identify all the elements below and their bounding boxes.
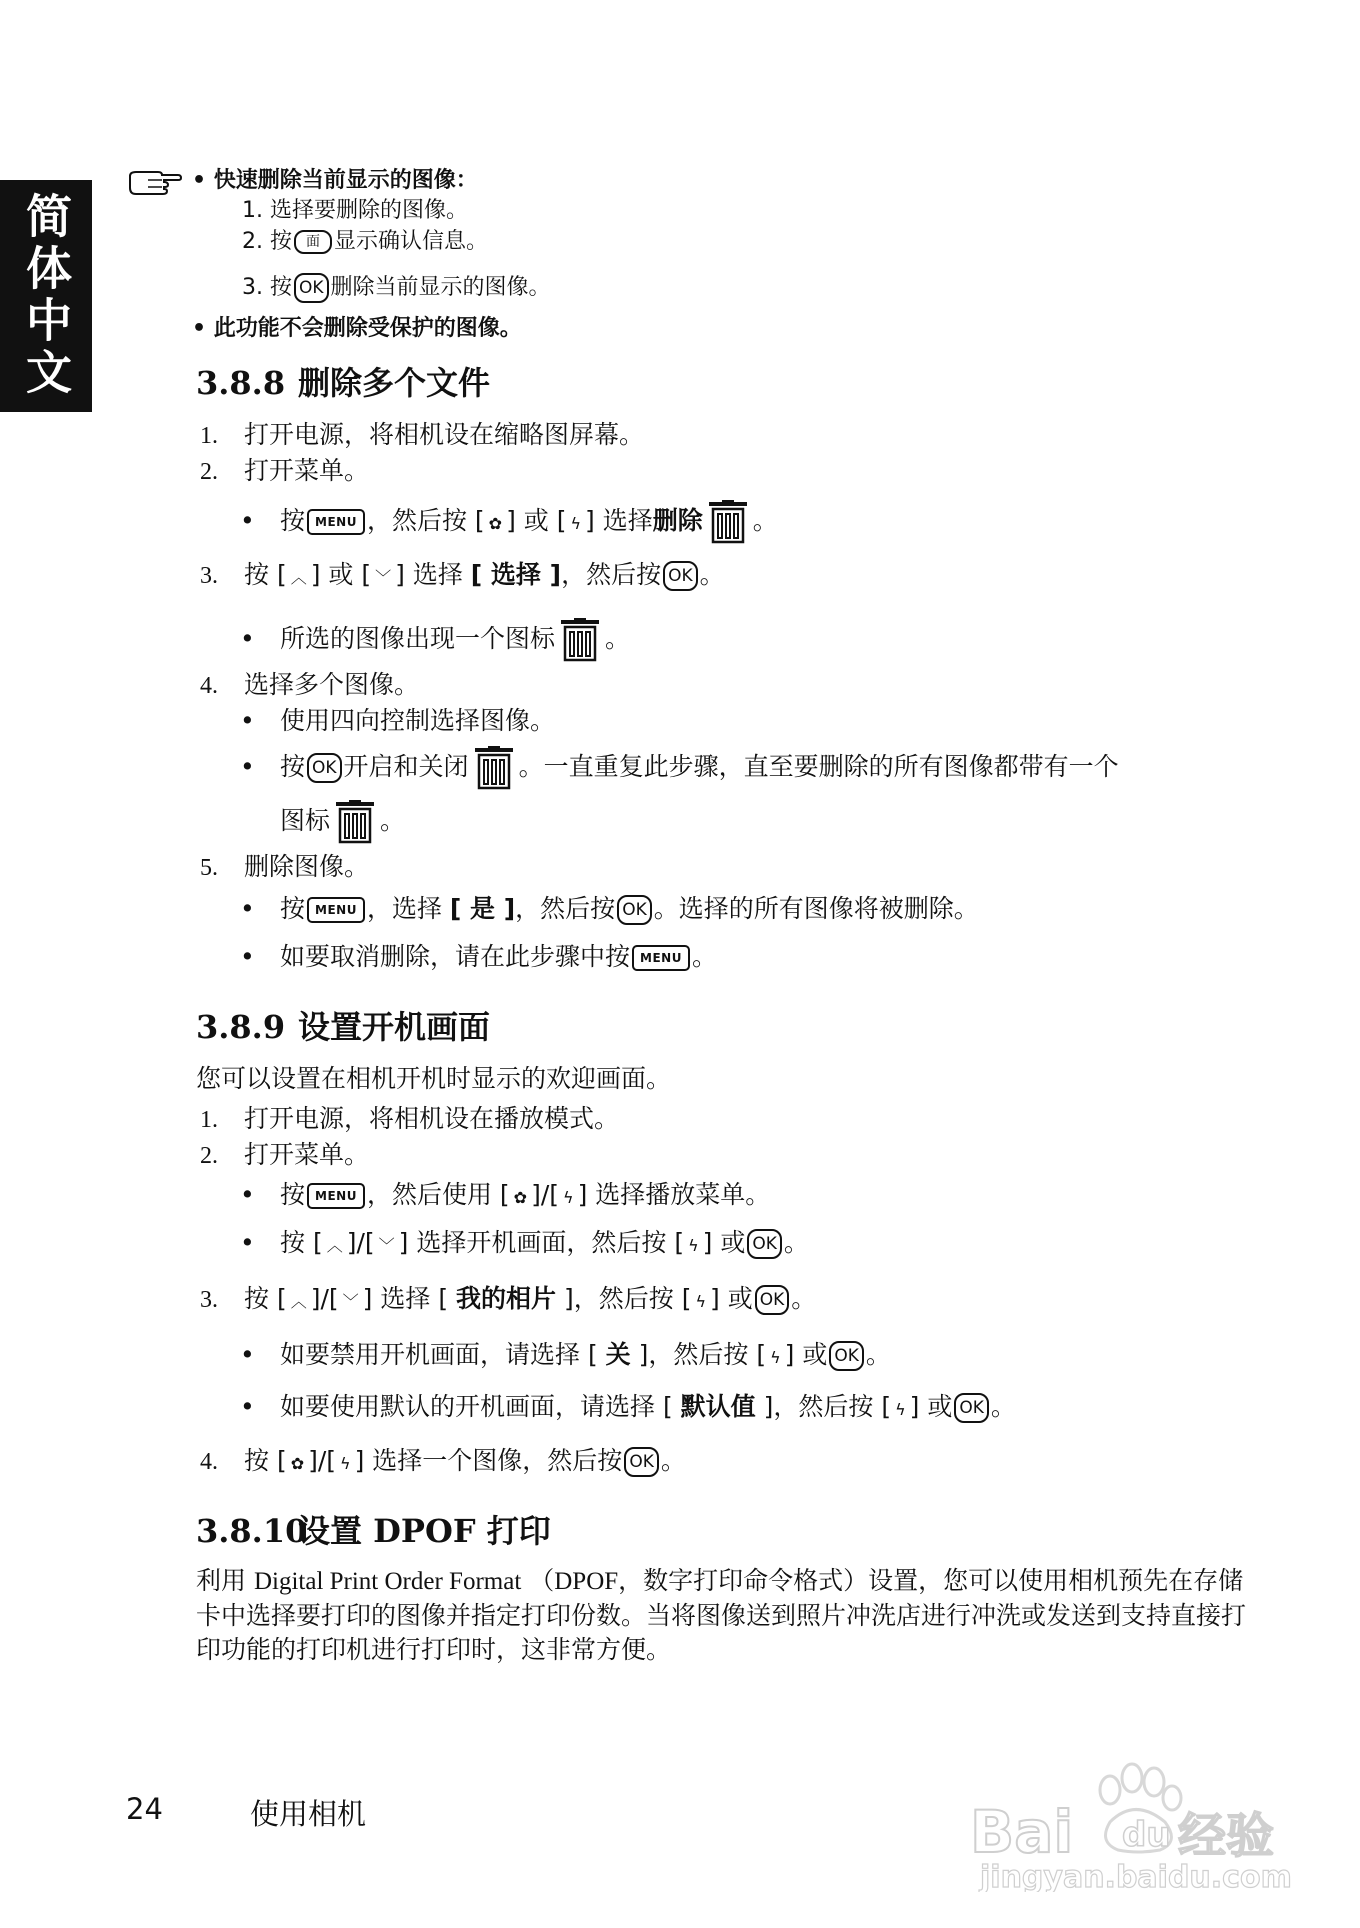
note-title: • 快速删除当前显示的图像： [192, 168, 478, 193]
text: 所选的图像出现一个图标 [280, 624, 556, 653]
text: 按 [280, 894, 306, 923]
list-text: 打开菜单。 [244, 1140, 370, 1169]
text: （ [521, 1566, 555, 1595]
text: 按 [280, 506, 306, 535]
text: 按 [ [280, 1228, 323, 1257]
baidu-watermark-logo [960, 1742, 1300, 1892]
section-number: 3.8.8 [196, 364, 286, 402]
ok-button-icon: OK [663, 561, 698, 591]
text: ]/[ [346, 1228, 375, 1257]
ok-button-icon: OK [755, 1285, 790, 1315]
text: 按 [280, 752, 306, 781]
section-heading-389 [196, 1002, 490, 1048]
text: 按 [ [244, 560, 287, 589]
text: ，然后按 [ [366, 506, 485, 535]
macro-icon: ✿ [513, 1188, 528, 1207]
up-arrow-icon: ︿ [290, 568, 307, 587]
macro-icon: ✿ [290, 1454, 305, 1473]
bold-text: 默认值 [680, 1392, 756, 1421]
text: 。 [691, 942, 717, 971]
up-arrow-icon: ︿ [290, 1292, 307, 1311]
latin-text: DPOF [554, 1568, 619, 1595]
text: 如要取消删除，请在此步骤中按 [280, 942, 631, 971]
svg-text:du: du [1122, 1815, 1171, 1855]
list-item [200, 850, 369, 885]
text: 按 [ [244, 1284, 287, 1313]
text: 。 [660, 1446, 686, 1475]
section-title-end: 打印 [475, 1512, 551, 1550]
text: 。 [605, 624, 631, 653]
ok-button-icon: OK [617, 895, 652, 925]
bullet-item: • 按 [ ︿ ]/[ ﹀ ] 选择开机画面，然后按 [ ϟ ] 或 OK 。 [240, 1226, 809, 1263]
trash-icon [707, 500, 749, 544]
bullet-item: • 如要使用默认的开机画面，请选择 [ 默认值 ]，然后按 [ ϟ ] 或 OK 。 [240, 1390, 1016, 1427]
footer-section: 使用相机 [250, 1797, 367, 1831]
list-number: 3. [200, 563, 218, 589]
flash-icon: ϟ [563, 1188, 574, 1207]
menu-button-icon: MENU [632, 945, 690, 971]
text: ，然后按 [515, 894, 616, 923]
list-number: 5. [200, 855, 218, 881]
list-item [200, 1282, 816, 1319]
list-text: 删除图像。 [244, 852, 370, 881]
section-intro: 您可以设置在相机开机时显示的欢迎画面。 [196, 1064, 672, 1093]
bullet-item: • 使用四向控制选择图像。 [240, 706, 556, 735]
list-text: 选择多个图像。 [244, 670, 420, 699]
page-number: 24 [126, 1792, 163, 1826]
text: 如要禁用开机画面，请选择 [ [280, 1340, 606, 1369]
text: 按 [280, 1180, 306, 1209]
bullet-item: • 按 MENU ，选择 [ 是 ]，然后按 OK 。选择的所有图像将被删除。 [240, 894, 979, 923]
note-step-1: 1. 选择要删除的图像。 [242, 198, 468, 223]
text: ]，然后按 [ [556, 1284, 692, 1313]
text: ] 选择开机画面，然后按 [ [398, 1228, 685, 1257]
trash-icon [473, 746, 515, 790]
list-item [200, 1138, 369, 1173]
text: ]/[ [310, 1284, 339, 1313]
bullet-item: • 如要取消删除，请在此步骤中按 MENU 。 [240, 942, 717, 971]
flash-icon: ϟ [570, 514, 582, 533]
note-step-3-post: 删除当前显示的图像。 [330, 275, 551, 300]
list-text: 打开电源，将相机设在播放模式。 [244, 1104, 620, 1133]
text: 使用四向控制选择图像。 [280, 706, 556, 735]
section-title: 设置 [298, 1512, 374, 1550]
list-item [200, 1444, 686, 1481]
ok-button-icon: OK [294, 273, 329, 303]
list-number: 3. [200, 1287, 218, 1313]
text: 如要使用默认的开机画面，请选择 [ [280, 1392, 681, 1421]
bold-text: 关 [605, 1340, 631, 1369]
list-text: 打开电源，将相机设在缩略图屏幕。 [244, 420, 645, 449]
text: ] 选择 [395, 560, 471, 589]
menu-button-icon: MENU [307, 897, 365, 923]
text: 。 [752, 506, 778, 535]
text: ，然后使用 [ [366, 1180, 510, 1209]
flash-icon: ϟ [688, 1236, 699, 1255]
list-number: 4. [200, 673, 218, 699]
text: 。 [791, 1284, 817, 1313]
text: ]/[ [531, 1180, 559, 1209]
list-number: 4. [200, 1449, 218, 1475]
list-text: 打开菜单。 [244, 456, 370, 485]
flash-icon: ϟ [340, 1454, 351, 1473]
ok-button-icon: OK [624, 1447, 659, 1477]
text: ，选择 [366, 894, 450, 923]
bullet-item: • 按 MENU ，然后使用 [ ✿ ]/[ ϟ ] 选择播放菜单。 [240, 1178, 770, 1215]
section-heading-388 [196, 358, 490, 404]
section-title: 删除多个文件 [298, 364, 491, 402]
text: ，数字打印命令格式）设置，您可以使用相机预先在存储卡中选择要打印的图像并指定打印份数。当将图像送到照片冲洗店进行冲洗或发送到支持直接打印功能的打印机进行打印时，这非常方便。 [196, 1566, 1247, 1664]
text: 。 [699, 560, 725, 589]
note-step-2 [242, 227, 488, 257]
section-number: 3.8.9 [196, 1008, 286, 1046]
section-paragraph [196, 1564, 1256, 1667]
bullet-item: • 所选的图像出现一个图标 。 [240, 618, 630, 662]
text: ] 或 [784, 1340, 828, 1369]
bold-text: [ 是 ] [449, 894, 516, 923]
note-step-2-post: 显示确认信息。 [333, 229, 488, 254]
list-number: 2. [200, 1143, 218, 1169]
down-arrow-icon: ﹀ [378, 1236, 395, 1255]
list-number: 2. [200, 459, 218, 485]
text: ]，然后按 [ [630, 1340, 767, 1369]
svg-text:经验: 经验 [1178, 1808, 1275, 1864]
text: 。 [380, 806, 406, 835]
text: ]/[ [308, 1446, 337, 1475]
text: 。 [865, 1340, 891, 1369]
text: 。选择的所有图像将被删除。 [653, 894, 979, 923]
list-item [200, 558, 725, 595]
list-number: 1. [200, 1107, 218, 1133]
language-tab-label: 简体中文 [19, 192, 73, 400]
bullet-continuation [280, 800, 405, 844]
down-arrow-icon: ﹀ [342, 1292, 359, 1311]
bold-text: [ 选择 ] [470, 560, 562, 589]
section-title-latin: DPOF [373, 1512, 476, 1550]
language-tab [0, 180, 92, 412]
bold-text: 删除 [652, 506, 703, 535]
delete-button-icon: 面 [294, 230, 332, 254]
trash-icon [334, 800, 376, 844]
text: ] 或 [710, 1284, 753, 1313]
ok-button-icon: OK [307, 753, 342, 783]
flash-icon: ϟ [770, 1348, 781, 1367]
list-item [200, 1102, 619, 1137]
text: 。一直重复此步骤，直至要删除的所有图像都带有一个 [518, 752, 1119, 781]
text: ] 选择播放菜单。 [577, 1180, 771, 1209]
note-step-3-pre: 3. 按 [242, 275, 292, 300]
list-item [200, 418, 644, 453]
down-arrow-icon: ﹀ [375, 568, 392, 587]
text: ] 选择 [ [362, 1284, 457, 1313]
flash-icon: ϟ [695, 1292, 707, 1311]
text: 按 [ [244, 1446, 287, 1475]
text: 。 [783, 1228, 809, 1257]
text: 开启和关闭 [343, 752, 469, 781]
bullet-item: • 按 OK 开启和关闭 。一直重复此步骤，直至要删除的所有图像都带有一个 [240, 746, 1119, 790]
text: ] 选择一个图像，然后按 [354, 1446, 623, 1475]
ok-button-icon: OK [954, 1393, 989, 1423]
ok-button-icon: OK [829, 1341, 864, 1371]
svg-text:Bai: Bai [970, 1798, 1074, 1866]
up-arrow-icon: ︿ [326, 1236, 343, 1255]
text: ] 选择 [585, 506, 653, 535]
macro-icon: ✿ [488, 514, 503, 533]
svg-text:jingyan.baidu.com: jingyan.baidu.com [980, 1860, 1292, 1892]
text: ] 或 [ [506, 506, 567, 535]
ok-button-icon: OK [747, 1229, 782, 1259]
note-step-2-pre: 2. 按 [242, 229, 292, 254]
trash-icon [559, 618, 601, 662]
menu-button-icon: MENU [307, 509, 365, 535]
text: ] 或 [702, 1228, 746, 1257]
text: ] 或 [ [310, 560, 372, 589]
note-warning: • 此功能不会删除受保护的图像。 [192, 316, 522, 341]
note-hand-icon [128, 168, 182, 198]
section-title: 设置开机画面 [298, 1008, 491, 1046]
text: 。 [990, 1392, 1016, 1421]
note-step-3 [242, 273, 551, 303]
section-number: 3.8.10 [196, 1512, 308, 1550]
text: ，然后按 [561, 560, 662, 589]
text: ]，然后按 [ [755, 1392, 892, 1421]
text: 图标 [280, 806, 331, 835]
list-number: 1. [200, 423, 218, 449]
bullet-item: • 按 MENU ，然后按 [ ✿ ] 或 [ ϟ ] 选择删除 。 [240, 500, 778, 544]
bullet-item: • 如要禁用开机画面，请选择 [ 关 ]，然后按 [ ϟ ] 或 OK 。 [240, 1338, 891, 1375]
text: 利用 [196, 1566, 254, 1595]
section-heading-3810 [196, 1506, 551, 1552]
list-item [200, 668, 419, 703]
text: ] 或 [909, 1392, 953, 1421]
latin-text: Digital Print Order Format [253, 1568, 522, 1595]
menu-button-icon: MENU [307, 1183, 365, 1209]
bold-text: 我的相片 [456, 1284, 557, 1313]
list-item [200, 454, 369, 489]
flash-icon: ϟ [895, 1400, 906, 1419]
